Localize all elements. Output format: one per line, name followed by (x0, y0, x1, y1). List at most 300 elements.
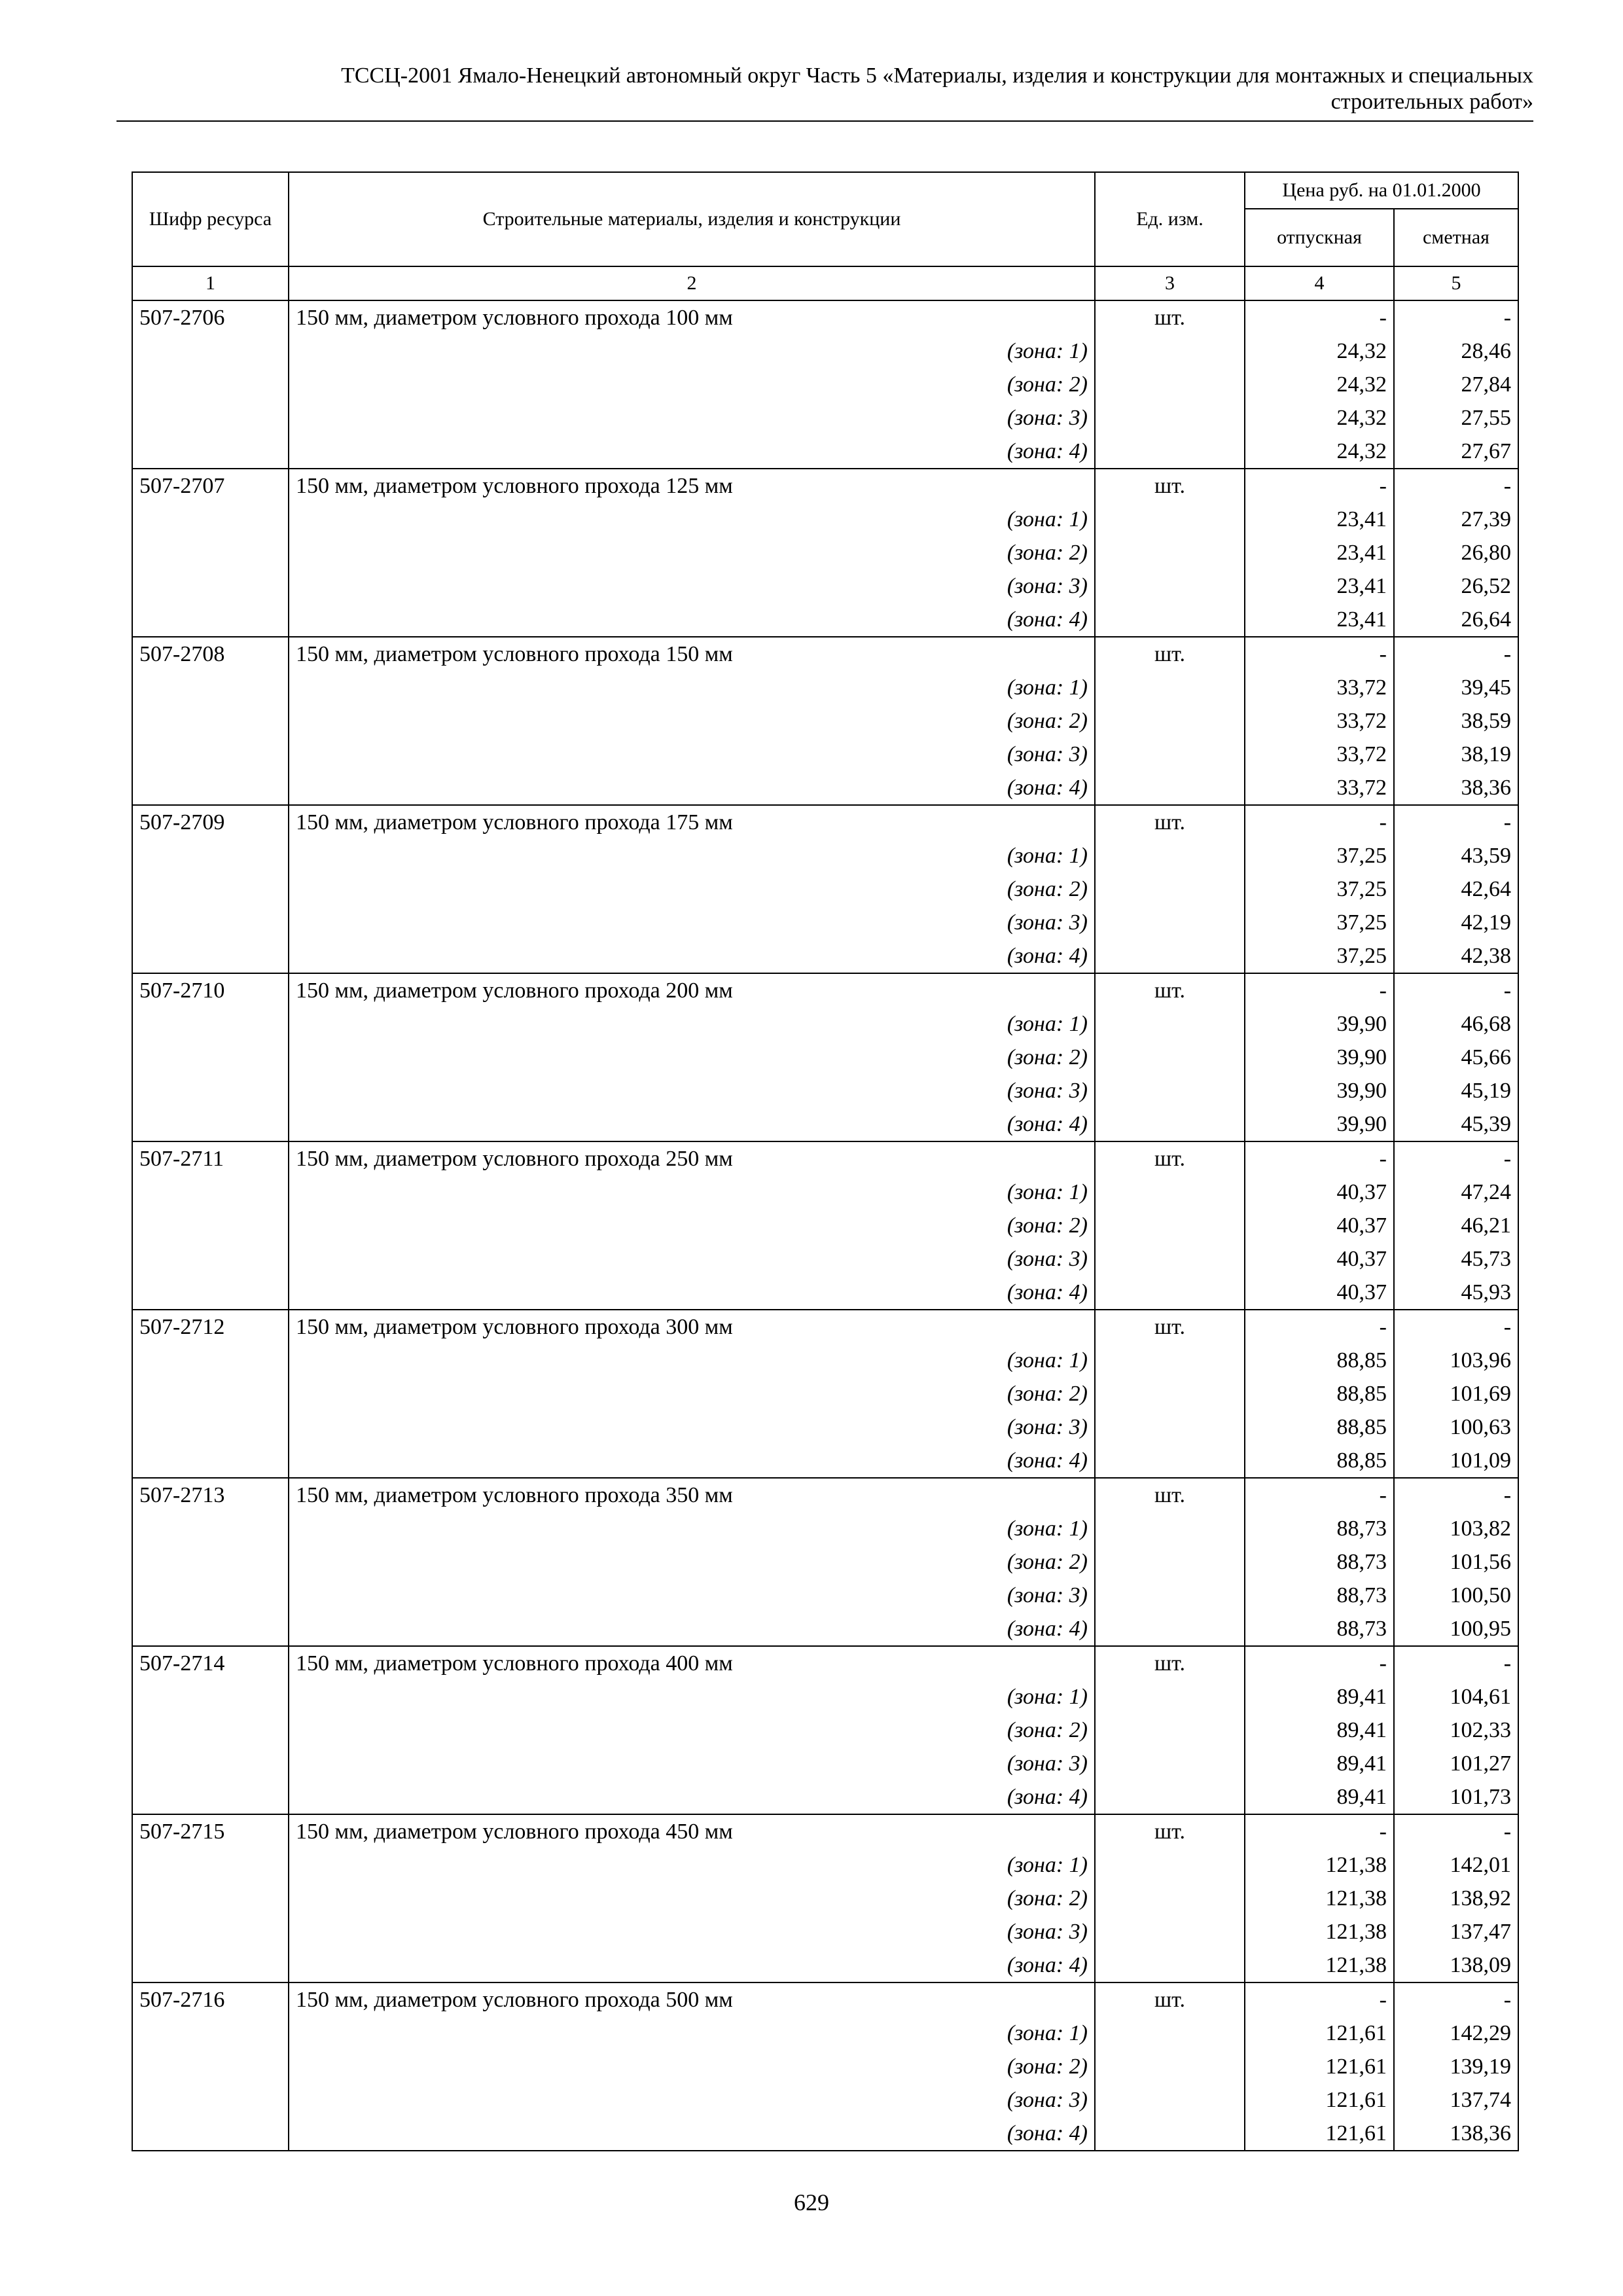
zone-row (132, 1780, 1518, 1814)
zone-unit-empty (1095, 1848, 1245, 1882)
zone-unit-empty (1095, 569, 1245, 603)
zone-label: (зона: 3) (289, 1579, 1095, 1612)
zone-estimate-price: 102,33 (1394, 1713, 1518, 1747)
zone-code-empty (132, 2050, 289, 2083)
column-header-name: Строительные материалы, изделия и конструкции (289, 172, 1095, 266)
zone-row (132, 603, 1518, 637)
zone-unit-empty (1095, 704, 1245, 738)
resource-estimate-price: - (1394, 1982, 1518, 2017)
zone-label: (зона: 1) (289, 1680, 1095, 1713)
zone-row (132, 569, 1518, 603)
zone-row (132, 334, 1518, 368)
zone-release-price: 24,32 (1245, 334, 1394, 368)
zone-code-empty (132, 2083, 289, 2117)
zone-row (132, 503, 1518, 536)
zone-estimate-price: 142,29 (1394, 2017, 1518, 2050)
zone-code-empty (132, 1948, 289, 1982)
zone-row (132, 1074, 1518, 1107)
zone-estimate-price: 45,93 (1394, 1276, 1518, 1310)
zone-code-empty (132, 939, 289, 973)
zone-row (132, 1444, 1518, 1478)
zone-row (132, 2050, 1518, 2083)
resource-release-price: - (1245, 1982, 1394, 2017)
zone-unit-empty (1095, 1344, 1245, 1377)
price-table (132, 171, 1519, 2151)
resource-unit: шт. (1095, 1141, 1245, 1175)
zone-unit-empty (1095, 671, 1245, 704)
zone-release-price: 121,38 (1245, 1848, 1394, 1882)
zone-code-empty (132, 1512, 289, 1545)
zone-estimate-price: 26,80 (1394, 536, 1518, 569)
zone-row (132, 401, 1518, 435)
zone-release-price: 37,25 (1245, 906, 1394, 939)
resource-name: 150 мм, диаметром условного прохода 100 мм (289, 300, 1095, 334)
zone-release-price: 88,73 (1245, 1512, 1394, 1545)
resource-row (132, 805, 1518, 839)
resource-estimate-price: - (1394, 637, 1518, 671)
zone-unit-empty (1095, 839, 1245, 872)
zone-label: (зона: 2) (289, 2050, 1095, 2083)
zone-release-price: 88,85 (1245, 1344, 1394, 1377)
zone-unit-empty (1095, 738, 1245, 771)
zone-label: (зона: 1) (289, 1344, 1095, 1377)
resource-name: 150 мм, диаметром условного прохода 175 мм (289, 805, 1095, 839)
zone-unit-empty (1095, 1948, 1245, 1982)
zone-estimate-price: 27,39 (1394, 503, 1518, 536)
zone-row (132, 1848, 1518, 1882)
zone-release-price: 88,73 (1245, 1545, 1394, 1579)
zone-unit-empty (1095, 368, 1245, 401)
zone-label: (зона: 1) (289, 1007, 1095, 1041)
column-number-4: 4 (1245, 266, 1394, 300)
zone-release-price: 23,41 (1245, 603, 1394, 637)
zone-row (132, 1242, 1518, 1276)
zone-code-empty (132, 368, 289, 401)
zone-estimate-price: 101,09 (1394, 1444, 1518, 1478)
zone-unit-empty (1095, 334, 1245, 368)
zone-row (132, 1276, 1518, 1310)
zone-label: (зона: 1) (289, 2017, 1095, 2050)
zone-code-empty (132, 1377, 289, 1410)
zone-estimate-price: 139,19 (1394, 2050, 1518, 2083)
zone-estimate-price: 46,68 (1394, 1007, 1518, 1041)
zone-code-empty (132, 1612, 289, 1646)
resource-release-price: - (1245, 973, 1394, 1007)
zone-row (132, 1007, 1518, 1041)
zone-label: (зона: 2) (289, 536, 1095, 569)
zone-row (132, 1948, 1518, 1982)
zone-row (132, 2117, 1518, 2151)
zone-code-empty (132, 704, 289, 738)
zone-code-empty (132, 1444, 289, 1478)
zone-code-empty (132, 1680, 289, 1713)
zone-code-empty (132, 334, 289, 368)
zone-estimate-price: 27,84 (1394, 368, 1518, 401)
zone-release-price: 121,61 (1245, 2117, 1394, 2151)
resource-estimate-price: - (1394, 469, 1518, 503)
resource-code: 507-2716 (132, 1982, 289, 2017)
zone-label: (зона: 4) (289, 435, 1095, 469)
zone-code-empty (132, 536, 289, 569)
zone-estimate-price: 103,96 (1394, 1344, 1518, 1377)
zone-release-price: 88,85 (1245, 1377, 1394, 1410)
resource-code: 507-2713 (132, 1478, 289, 1512)
resource-code: 507-2707 (132, 469, 289, 503)
zone-estimate-price: 39,45 (1394, 671, 1518, 704)
zone-code-empty (132, 1915, 289, 1948)
resource-release-price: - (1245, 1478, 1394, 1512)
column-number-2: 2 (289, 266, 1095, 300)
zone-unit-empty (1095, 503, 1245, 536)
zone-unit-empty (1095, 1680, 1245, 1713)
resource-code: 507-2711 (132, 1141, 289, 1175)
zone-code-empty (132, 603, 289, 637)
resource-estimate-price: - (1394, 973, 1518, 1007)
zone-release-price: 88,73 (1245, 1612, 1394, 1646)
zone-release-price: 33,72 (1245, 771, 1394, 805)
zone-unit-empty (1095, 1780, 1245, 1814)
zone-release-price: 23,41 (1245, 536, 1394, 569)
zone-code-empty (132, 906, 289, 939)
zone-estimate-price: 38,19 (1394, 738, 1518, 771)
zone-release-price: 37,25 (1245, 839, 1394, 872)
zone-code-empty (132, 1175, 289, 1209)
resource-unit: шт. (1095, 1310, 1245, 1344)
zone-estimate-price: 26,64 (1394, 603, 1518, 637)
zone-label: (зона: 4) (289, 1612, 1095, 1646)
resource-row (132, 637, 1518, 671)
zone-code-empty (132, 1344, 289, 1377)
zone-estimate-price: 137,47 (1394, 1915, 1518, 1948)
zone-label: (зона: 2) (289, 1377, 1095, 1410)
resource-row (132, 1982, 1518, 2017)
zone-code-empty (132, 401, 289, 435)
resource-release-price: - (1245, 1646, 1394, 1680)
resource-code: 507-2714 (132, 1646, 289, 1680)
zone-label: (зона: 1) (289, 503, 1095, 536)
resource-unit: шт. (1095, 973, 1245, 1007)
column-header-estimate: сметная (1394, 209, 1518, 266)
zone-row (132, 671, 1518, 704)
zone-release-price: 23,41 (1245, 503, 1394, 536)
zone-release-price: 39,90 (1245, 1007, 1394, 1041)
column-number-1: 1 (132, 266, 289, 300)
zone-row (132, 1512, 1518, 1545)
zone-release-price: 39,90 (1245, 1074, 1394, 1107)
zone-row (132, 704, 1518, 738)
resource-estimate-price: - (1394, 1141, 1518, 1175)
zone-release-price: 121,61 (1245, 2083, 1394, 2117)
zone-release-price: 40,37 (1245, 1175, 1394, 1209)
resource-release-price: - (1245, 300, 1394, 334)
zone-estimate-price: 28,46 (1394, 334, 1518, 368)
zone-estimate-price: 27,67 (1394, 435, 1518, 469)
zone-unit-empty (1095, 1444, 1245, 1478)
zone-row (132, 1579, 1518, 1612)
zone-release-price: 121,38 (1245, 1882, 1394, 1915)
zone-label: (зона: 4) (289, 1780, 1095, 1814)
resource-estimate-price: - (1394, 1814, 1518, 1848)
zone-label: (зона: 2) (289, 1713, 1095, 1747)
zone-release-price: 121,61 (1245, 2017, 1394, 2050)
zone-estimate-price: 26,52 (1394, 569, 1518, 603)
price-table-body (132, 300, 1518, 2151)
resource-code: 507-2709 (132, 805, 289, 839)
zone-row (132, 1175, 1518, 1209)
resource-release-price: - (1245, 805, 1394, 839)
zone-label: (зона: 1) (289, 334, 1095, 368)
zone-label: (зона: 2) (289, 872, 1095, 906)
resource-name: 150 мм, диаметром условного прохода 450 мм (289, 1814, 1095, 1848)
resource-code: 507-2708 (132, 637, 289, 671)
resource-row (132, 1141, 1518, 1175)
zone-estimate-price: 138,36 (1394, 2117, 1518, 2151)
zone-estimate-price: 101,69 (1394, 1377, 1518, 1410)
zone-estimate-price: 43,59 (1394, 839, 1518, 872)
zone-row (132, 1747, 1518, 1780)
zone-label: (зона: 3) (289, 569, 1095, 603)
zone-row (132, 839, 1518, 872)
zone-unit-empty (1095, 536, 1245, 569)
zone-estimate-price: 100,50 (1394, 1579, 1518, 1612)
zone-release-price: 33,72 (1245, 704, 1394, 738)
zone-release-price: 39,90 (1245, 1107, 1394, 1141)
zone-unit-empty (1095, 1107, 1245, 1141)
zone-estimate-price: 101,27 (1394, 1747, 1518, 1780)
resource-row (132, 1310, 1518, 1344)
zone-estimate-price: 46,21 (1394, 1209, 1518, 1242)
zone-unit-empty (1095, 1410, 1245, 1444)
column-number-3: 3 (1095, 266, 1245, 300)
zone-release-price: 40,37 (1245, 1276, 1394, 1310)
zone-code-empty (132, 1848, 289, 1882)
zone-code-empty (132, 1007, 289, 1041)
zone-estimate-price: 47,24 (1394, 1175, 1518, 1209)
resource-name: 150 мм, диаметром условного прохода 250 мм (289, 1141, 1095, 1175)
zone-unit-empty (1095, 2083, 1245, 2117)
zone-row (132, 738, 1518, 771)
zone-unit-empty (1095, 771, 1245, 805)
resource-unit: шт. (1095, 300, 1245, 334)
zone-release-price: 121,38 (1245, 1915, 1394, 1948)
zone-release-price: 40,37 (1245, 1209, 1394, 1242)
resource-code: 507-2706 (132, 300, 289, 334)
zone-label: (зона: 1) (289, 1848, 1095, 1882)
zone-unit-empty (1095, 401, 1245, 435)
zone-label: (зона: 4) (289, 2117, 1095, 2151)
zone-unit-empty (1095, 1915, 1245, 1948)
page-number: 629 (794, 2189, 829, 2215)
resource-code: 507-2715 (132, 1814, 289, 1848)
zone-code-empty (132, 839, 289, 872)
zone-release-price: 88,85 (1245, 1410, 1394, 1444)
zone-estimate-price: 27,55 (1394, 401, 1518, 435)
zone-row (132, 1377, 1518, 1410)
zone-label: (зона: 3) (289, 1747, 1095, 1780)
resource-name: 150 мм, диаметром условного прохода 150 мм (289, 637, 1095, 671)
zone-label: (зона: 3) (289, 738, 1095, 771)
zone-code-empty (132, 671, 289, 704)
zone-release-price: 89,41 (1245, 1747, 1394, 1780)
zone-unit-empty (1095, 1612, 1245, 1646)
zone-release-price: 37,25 (1245, 939, 1394, 973)
zone-code-empty (132, 771, 289, 805)
resource-estimate-price: - (1394, 805, 1518, 839)
column-header-price-group: Цена руб. на 01.01.2000 (1245, 172, 1518, 209)
zone-code-empty (132, 1545, 289, 1579)
zone-label: (зона: 3) (289, 1410, 1095, 1444)
zone-release-price: 33,72 (1245, 671, 1394, 704)
zone-code-empty (132, 2017, 289, 2050)
zone-unit-empty (1095, 603, 1245, 637)
zone-label: (зона: 4) (289, 1276, 1095, 1310)
zone-row (132, 2083, 1518, 2117)
zone-unit-empty (1095, 1041, 1245, 1074)
resource-release-price: - (1245, 469, 1394, 503)
zone-code-empty (132, 872, 289, 906)
zone-release-price: 88,85 (1245, 1444, 1394, 1478)
zone-row (132, 536, 1518, 569)
zone-code-empty (132, 1074, 289, 1107)
resource-name: 150 мм, диаметром условного прохода 350 мм (289, 1478, 1095, 1512)
running-header-line-1: ТССЦ-2001 Ямало-Ненецкий автономный округ Часть 5 «Материалы, изделия и конструкции для монтажных и специальных (341, 63, 1533, 88)
zone-code-empty (132, 1747, 289, 1780)
resource-estimate-price: - (1394, 1646, 1518, 1680)
zone-release-price: 89,41 (1245, 1680, 1394, 1713)
column-header-release: отпускная (1245, 209, 1394, 266)
zone-label: (зона: 2) (289, 704, 1095, 738)
zone-estimate-price: 101,56 (1394, 1545, 1518, 1579)
zone-row (132, 1344, 1518, 1377)
zone-label: (зона: 3) (289, 1074, 1095, 1107)
resource-unit: шт. (1095, 637, 1245, 671)
zone-unit-empty (1095, 1747, 1245, 1780)
zone-row (132, 1041, 1518, 1074)
zone-label: (зона: 2) (289, 1545, 1095, 1579)
zone-code-empty (132, 738, 289, 771)
zone-estimate-price: 42,19 (1394, 906, 1518, 939)
resource-estimate-price: - (1394, 1478, 1518, 1512)
resource-release-price: - (1245, 1814, 1394, 1848)
zone-label: (зона: 1) (289, 671, 1095, 704)
zone-unit-empty (1095, 1579, 1245, 1612)
price-table-header (132, 172, 1518, 300)
resource-row (132, 300, 1518, 334)
resource-estimate-price: - (1394, 1310, 1518, 1344)
zone-row (132, 771, 1518, 805)
zone-unit-empty (1095, 2050, 1245, 2083)
zone-label: (зона: 4) (289, 771, 1095, 805)
resource-row (132, 469, 1518, 503)
running-header (116, 63, 1533, 115)
zone-label: (зона: 2) (289, 1041, 1095, 1074)
zone-release-price: 24,32 (1245, 435, 1394, 469)
zone-unit-empty (1095, 1545, 1245, 1579)
resource-estimate-price: - (1394, 300, 1518, 334)
zone-unit-empty (1095, 1713, 1245, 1747)
zone-estimate-price: 38,36 (1394, 771, 1518, 805)
zone-release-price: 37,25 (1245, 872, 1394, 906)
resource-name: 150 мм, диаметром условного прохода 500 мм (289, 1982, 1095, 2017)
resource-name: 150 мм, диаметром условного прохода 125 мм (289, 469, 1095, 503)
zone-label: (зона: 3) (289, 401, 1095, 435)
zone-row (132, 1209, 1518, 1242)
zone-label: (зона: 4) (289, 603, 1095, 637)
resource-code: 507-2710 (132, 973, 289, 1007)
resource-name: 150 мм, диаметром условного прохода 300 мм (289, 1310, 1095, 1344)
zone-row (132, 368, 1518, 401)
zone-unit-empty (1095, 1276, 1245, 1310)
zone-code-empty (132, 1780, 289, 1814)
zone-release-price: 40,37 (1245, 1242, 1394, 1276)
zone-code-empty (132, 1107, 289, 1141)
zone-row (132, 939, 1518, 973)
zone-release-price: 33,72 (1245, 738, 1394, 771)
zone-unit-empty (1095, 872, 1245, 906)
zone-row (132, 435, 1518, 469)
zone-label: (зона: 2) (289, 1882, 1095, 1915)
resource-release-price: - (1245, 637, 1394, 671)
zone-code-empty (132, 1410, 289, 1444)
zone-release-price: 121,38 (1245, 1948, 1394, 1982)
zone-release-price: 24,32 (1245, 401, 1394, 435)
resource-release-price: - (1245, 1310, 1394, 1344)
zone-row (132, 1713, 1518, 1747)
zone-unit-empty (1095, 1175, 1245, 1209)
column-header-unit: Ед. изм. (1095, 172, 1245, 266)
zone-unit-empty (1095, 1209, 1245, 1242)
resource-name: 150 мм, диаметром условного прохода 200 мм (289, 973, 1095, 1007)
zone-code-empty (132, 1276, 289, 1310)
zone-release-price: 89,41 (1245, 1713, 1394, 1747)
resource-row (132, 1814, 1518, 1848)
zone-row (132, 1915, 1518, 1948)
zone-code-empty (132, 569, 289, 603)
zone-unit-empty (1095, 906, 1245, 939)
column-number-5: 5 (1394, 266, 1518, 300)
resource-unit: шт. (1095, 469, 1245, 503)
zone-row (132, 1680, 1518, 1713)
zone-unit-empty (1095, 1882, 1245, 1915)
zone-estimate-price: 100,95 (1394, 1612, 1518, 1646)
resource-unit: шт. (1095, 1646, 1245, 1680)
zone-label: (зона: 1) (289, 1512, 1095, 1545)
zone-estimate-price: 45,39 (1394, 1107, 1518, 1141)
zone-release-price: 23,41 (1245, 569, 1394, 603)
zone-row (132, 1612, 1518, 1646)
zone-code-empty (132, 2117, 289, 2151)
zone-code-empty (132, 435, 289, 469)
zone-row (132, 2017, 1518, 2050)
zone-code-empty (132, 1882, 289, 1915)
resource-unit: шт. (1095, 805, 1245, 839)
zone-estimate-price: 45,73 (1394, 1242, 1518, 1276)
zone-estimate-price: 138,09 (1394, 1948, 1518, 1982)
running-header-line-2: строительных работ» (1330, 90, 1533, 114)
resource-release-price: - (1245, 1141, 1394, 1175)
column-header-code: Шифр ресурса (132, 172, 289, 266)
zone-unit-empty (1095, 1074, 1245, 1107)
resource-unit: шт. (1095, 1982, 1245, 2017)
zone-code-empty (132, 1242, 289, 1276)
zone-row (132, 906, 1518, 939)
resource-unit: шт. (1095, 1814, 1245, 1848)
zone-unit-empty (1095, 1512, 1245, 1545)
zone-estimate-price: 38,59 (1394, 704, 1518, 738)
zone-code-empty (132, 1579, 289, 1612)
zone-label: (зона: 1) (289, 1175, 1095, 1209)
zone-label: (зона: 3) (289, 2083, 1095, 2117)
